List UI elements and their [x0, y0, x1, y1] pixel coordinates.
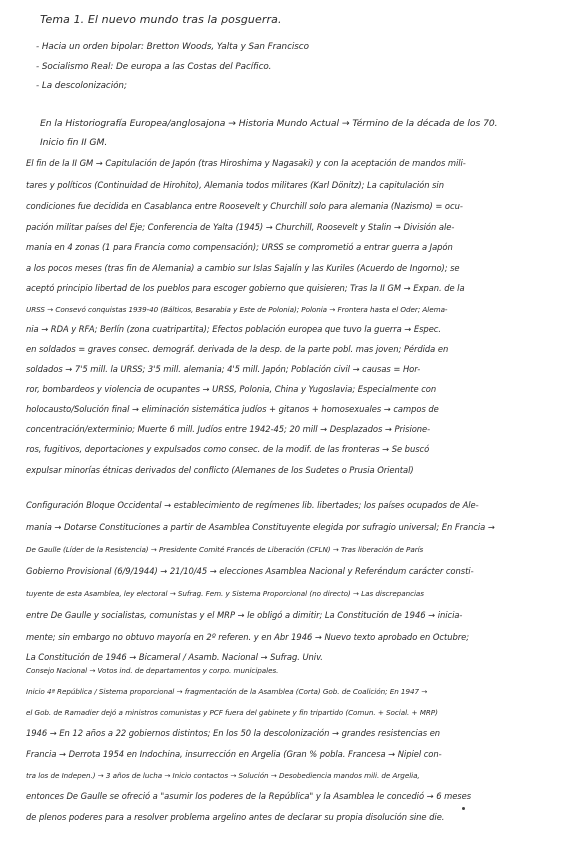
page-title: Tema 1. El nuevo mundo tras la posguerra.: [40, 14, 282, 25]
text-line: holocausto/Solución final → eliminación sistemática judíos + gitanos + homosexuales → campos de: [26, 404, 439, 414]
text-line: en soldados = graves consec. demográf. derivada de la desp. de la parte pobl. mas joven; Pérdida en: [26, 344, 449, 354]
text-line: tuyente de esta Asamblea, ley electoral → Sufrag. Fem. y Sistema Proporcional (no directo) → Las discrepancias: [26, 589, 424, 598]
text-line: mania en 4 zonas (1 para Francia como compensación); URSS se comprometió a entrar guerra a Japón: [26, 242, 453, 252]
ink-dot: [462, 807, 465, 810]
text-line: entre De Gaulle y socialistas, comunistas y el MRP → le obligó a dimitir; La Constitución de 1946 → inicia-: [26, 610, 463, 620]
text-line: tra los de Indepen.) → 3 años de lucha → Inicio contactos → Solución → Desobediencia mandos mili. de Argelia,: [26, 771, 420, 780]
text-line: Francia → Derrota 1954 en Indochina, insurrección en Argelia (Gran % pobla. Francesa → Nipiel con-: [26, 749, 442, 759]
text-line: De Gaulle (Líder de la Resistencia) → Presidente Comité Francés de Liberación (CFLN) → Tras liberación de París: [26, 545, 424, 554]
text-line: nia → RDA y RFA; Berlín (zona cuatripartita); Efectos población europea que tuvo la guerra → Espec.: [26, 324, 441, 334]
outline-item: - Hacia un orden bipolar: Bretton Woods, Yalta y San Francisco: [36, 42, 309, 52]
text-line: ros, fugitivos, deportaciones y expulsados como consec. de la modif. de las fronteras → Se buscó: [26, 444, 430, 454]
outline-item: - La descolonización;: [36, 81, 127, 91]
text-line: soldados → 7'5 mill. la URSS; 3'5 mill. alemania; 4'5 mill. Japón; Población civil → causas = Hor-: [26, 364, 421, 374]
text-line: La Constitución de 1946 → Bicameral / Asamb. Nacional → Sufrag. Univ.: [26, 652, 323, 662]
text-line: expulsar minorías étnicas derivados del conflicto (Alemanes de los Sudetes o Prusia Oriental): [26, 465, 414, 475]
text-line: mente; sin embargo no obtuvo mayoría en 2º referen. y en Abr 1946 → Nuevo texto aprobado en Octubre;: [26, 632, 469, 642]
text-line: Gobierno Provisional (6/9/1944) → 21/10/45 → elecciones Asamblea Nacional y Referéndum carácter consti-: [26, 566, 474, 576]
text-line: pación militar países del Eje; Conferencia de Yalta (1945) → Churchill, Roosevelt y Stalin → División ale-: [26, 222, 455, 232]
intro-line: Inicio fin II GM.: [40, 137, 108, 148]
text-line: Inicio 4ª República / Sistema proporcional → fragmentación de la Asamblea (Corta) Gob. de Coalición; En 1947 →: [26, 687, 428, 696]
text-line: concentración/exterminio; Muerte 6 mill. Judíos entre 1942-45; 20 mill → Desplazados → Prisione-: [26, 424, 431, 434]
text-line: URSS → Consevó conquistas 1939-40 (Bálticos, Besarabia y Este de Polonia); Polonia → Frontera hasta el Oder; Alema-: [26, 305, 448, 314]
text-line: de plenos poderes para a resolver problema argelino antes de declarar su propia disolución sine die.: [26, 812, 445, 822]
text-line: 1946 → En 12 años a 22 gobiernos distintos; En los 50 la descolonización → grandes resistencias en: [26, 728, 441, 738]
outline-item: - Socialismo Real: De europa a las Costas del Pacífico.: [36, 62, 272, 72]
text-line: entonces De Gaulle se ofreció a "asumir los poderes de la República" y la Asamblea le concedió → 6 meses: [26, 791, 472, 801]
text-line: Configuración Bloque Occidental → establecimiento de regímenes lib. libertades; los países ocupados de Ale-: [26, 500, 479, 510]
text-line: ror, bombardeos y violencia de ocupantes → URSS, Polonia, China y Yugoslavia; Especialmente con: [26, 384, 437, 394]
text-line: aceptó principio libertad de los pueblos para escoger gobierno que quisieren; Tras la II GM → Expan. de la: [26, 283, 465, 293]
text-line: mania → Dotarse Constituciones a partir de Asamblea Constituyente elegida por sufragio universal; En Francia →: [26, 522, 495, 532]
text-line: Consejo Nacional → Votos ind. de departamentos y corpo. municipales.: [26, 666, 279, 675]
text-line: El fin de la II GM → Capitulación de Japón (tras Hiroshima y Nagasaki) y con la aceptación de mandos mili-: [26, 158, 466, 168]
text-line: a los pocos meses (tras fin de Alemania) a cambio sur Islas Sajalín y las Kuriles (Acuerdo de Ingorno); se: [26, 263, 460, 273]
text-line: condiciones fue decidida en Casablanca entre Roosevelt y Churchill solo para alemania (Nazismo) = ocu-: [26, 201, 463, 211]
text-line: tares y políticos (Continuidad de Hirohito), Alemania todos militares (Karl Dönitz); La capitulación sin: [26, 180, 444, 190]
text-line: el Gob. de Ramadier dejó a ministros comunistas y PCF fuera del gabinete y fin tripartido (Comun. + Social. + MRP): [26, 708, 438, 717]
intro-line: En la Historiografía Europea/anglosajona → Historia Mundo Actual → Término de la década de los 70.: [40, 118, 498, 129]
